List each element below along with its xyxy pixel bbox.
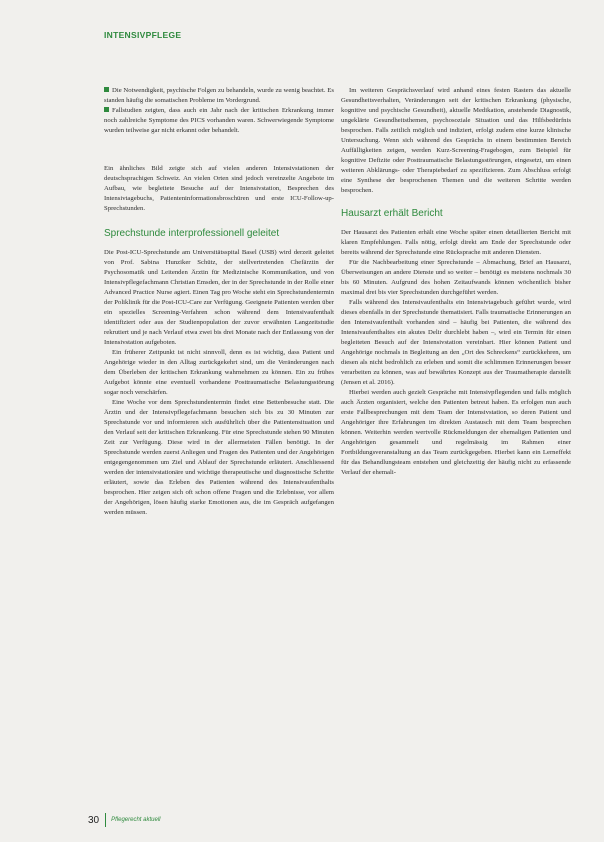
page-footer	[88, 813, 161, 827]
paragraph: Die Post-ICU-Sprechstunde am Universitätsspital Basel (USB) wird derzeit geleitet von Prof. Sabina Hunziker Schütz, der stellvertretenden Chefärztin der Psychosomatik und Leitenden Ärztin für Medizinische Kommunikation, und von Intensivpflegefachmann Christian Emsden, der in der Sprechstunde in der Rolle einer Advanced Practice Nurse agiert. Einen Tag pro Woche steht ein Sprechstundentermin der Poliklinik für die Post-ICU-Care zur Verfügung. Geeignete Patienten werden über ein spezielles Screening-Verfahren schon während dem Intensivaufenthalt identifiziert oder aus der Studienpopulation der zuvor erwähnten Langzeitstudie rekrutiert und je nach Verlauf etwa zwei bis drei Monate nach der Entlassung von der Intensivstation aufgeboten.	[104, 249, 334, 346]
page-number: 30	[88, 814, 100, 826]
magazine-name: Pflegerecht aktuell	[111, 817, 161, 823]
left-column	[104, 86, 334, 518]
green-square-bullet-icon	[104, 107, 109, 112]
paragraph: Für die Nachbearbeitung einer Sprechstunde – Abmachung, Brief an Hausarzt, Überweisungen an andere Dienste und so weiter – benötigt es meistens nochmals 30 bis 60 Minuten. Aufgrund des hohen Zeitaufwands können wöchentlich bisher maximal drei bis vier Sprechstunden durchgeführt werden.	[341, 259, 571, 296]
right-column	[341, 86, 571, 478]
paragraph: Hierbei werden auch gezielt Gespräche mit Intensivpflegenden und falls möglich auch Ärzten organisiert, welche den Patienten betreut haben. Es erfolgen nun auch erste Fallbesprechungen mit dem Team der Intensivstation, so deren Patient und Angehöriger ihre Erfahrungen im direkten Austausch mit dem Team besprechen können. Weiterhin werden wertvolle Rückmeldungen der ehemaligen Patienten und Angehörigen gesammelt und regelmässig im Rahmen einer Fortbildungsveranstaltung an das Team zurückgegeben. Hierbei kann ein Lerneffekt für das Behandlungsteam entstehen und gleichzeitig der häufig nicht zu erfassende Verlauf der ehemali-	[341, 389, 571, 476]
paragraph: Der Hausarzt des Patienten erhält eine Woche später einen detaillierten Bericht mit klaren Empfehlungen. Falls nötig, erfolgt direkt am Ende der Sprechstunde oder bereits während der Sprechstunde eine Rücksprache mit anderen Diensten.	[341, 229, 571, 256]
bullet-item: Fallstudien zeigten, dass auch ein Jahr nach der kritischen Erkrankung immer noch zahlreiche Symptome des PICS vorhanden waren. Schwerwiegende Symptome wurden teilweise gar nicht erkannt oder behandelt.	[104, 107, 334, 134]
paragraph: Im weiteren Gesprächsverlauf wird anhand eines festen Rasters das aktuelle Gesundheitsverhalten, Veränderungen seit der kritischen Erkrankung (physische, kognitive und psychische Gesundheit), aktuelle Medikation, anstehende Diagnostik, ungeklärte Gesundheitsthemen, psychosoziale Situation und das Hilfsbedürfnis besprochen. Falls zeitlich möglich und indiziert, erfolgt zudem eine kurze klinische Untersuchung. Wenn sich während des Gesprächs in einem bestimmten Bereich Auffälligkeiten zeigen, werden Kurz-Screening-Fragebogen, zum Beispiel für kognitive Defizite oder Posttraumatische Belastungsstörungen, eingesetzt, um einen weiteren Abklärungs- oder Therapiebedarf zu spezifizieren. Zum Abschluss erfolgt eine Synthese der besprochenen Themen und die weiteren Schritte werden besprochen.	[341, 87, 571, 194]
bullet-item: Die Notwendigkeit, psychische Folgen zu behandeln, wurde zu wenig beachtet. Es standen häufig die somatischen Probleme im Vordergrund.	[104, 87, 334, 104]
paragraph: Eine Woche vor dem Sprechstundentermin findet eine Bettenbesuche statt. Die Ärztin und der Intensivpflegefachmann besuchen sich bis zu 30 Minuten zur Sprechstunde vor und informieren sich ausführlich über die Patientensituation und den Verlauf seit der kritischen Erkrankung. Für eine Sprechstunde stehen 90 Minuten Zeit zur Verfügung. Diese wird in der allermeisten Fällen benötigt. In der Sprechstunde werden zuerst Anliegen und Fragen des Patienten und der Angehörigen entgegengenommen um Ziel und Ablauf der Sprechstunde erläutert. Anschliessend werden der intensivstationäre und wichtige therapeutische und diagnostische Schritte erläutert, sowie das Erleben des Patienten während des Intensivaufenthalts besprochen. Hier zeigen sich oft schon offene Fragen und die Erlebnisse, vor allem der Angehörigen, lösen häufig starke Emotionen aus, die im Gespräch aufgefangen werden müssen.	[104, 399, 334, 516]
paragraph: Falls während des Intensivaufenthalts ein Intensivtagebuch geführt wurde, wird dieses ebenfalls in der Sprechstunde thematisiert. Falls traumatische Erinnerungen an den Intensivaufenthalt vorhanden sind – häufig bei Patienten, die während des Intensivaufenthaltes ein akutes Delir durchlebt haben –, wird ein Termin für einen begleiteten Besuch auf der Intensivstation vereinbart. Hier können Patient und Angehörige nochmals in Begleitung an den „Ort des Schreckens“ zurückkehren, um diesen als nicht bedrohlich zu erleben und somit die schlimmen Erinnerungen besser verarbeiten zu können, was auf bewährtes Konzept aus der Traumatherapie darstellt (Jensen et al. 2016).	[341, 299, 571, 386]
paragraph: Ein früherer Zeitpunkt ist nicht sinnvoll, denn es ist wichtig, dass Patient und Angehörige wieder in den Alltag zurückgekehrt sind, um die Veränderungen nach dem Überleben der kritischen Erkrankung wahrnehmen zu können. Ein zu frühes Aufgebot könnte eine eventuell vorhandene Posttraumatische Belastungsstörung sogar noch verschärfen.	[104, 349, 334, 396]
green-square-bullet-icon	[104, 87, 109, 92]
subheading: Sprechstunde interprofessionell geleitet	[104, 228, 280, 239]
section-title: INTENSIVPFLEGE	[104, 30, 182, 40]
footer-divider	[105, 813, 106, 827]
paragraph: Ein ähnliches Bild zeigte sich auf vielen anderen Intensivstationen der deutschsprachigen Schweiz. An vielen Orten sind jedoch vereinzelte Angebote im Aufbau, wie begleitete Besuche auf der Intensivstation, Besprechen des Intensivtagebuchs, Patienteninformationsbroschüren und erste ICU-Follow-up-Sprechstunden.	[104, 165, 334, 212]
subheading: Hausarzt erhält Bericht	[341, 208, 443, 219]
